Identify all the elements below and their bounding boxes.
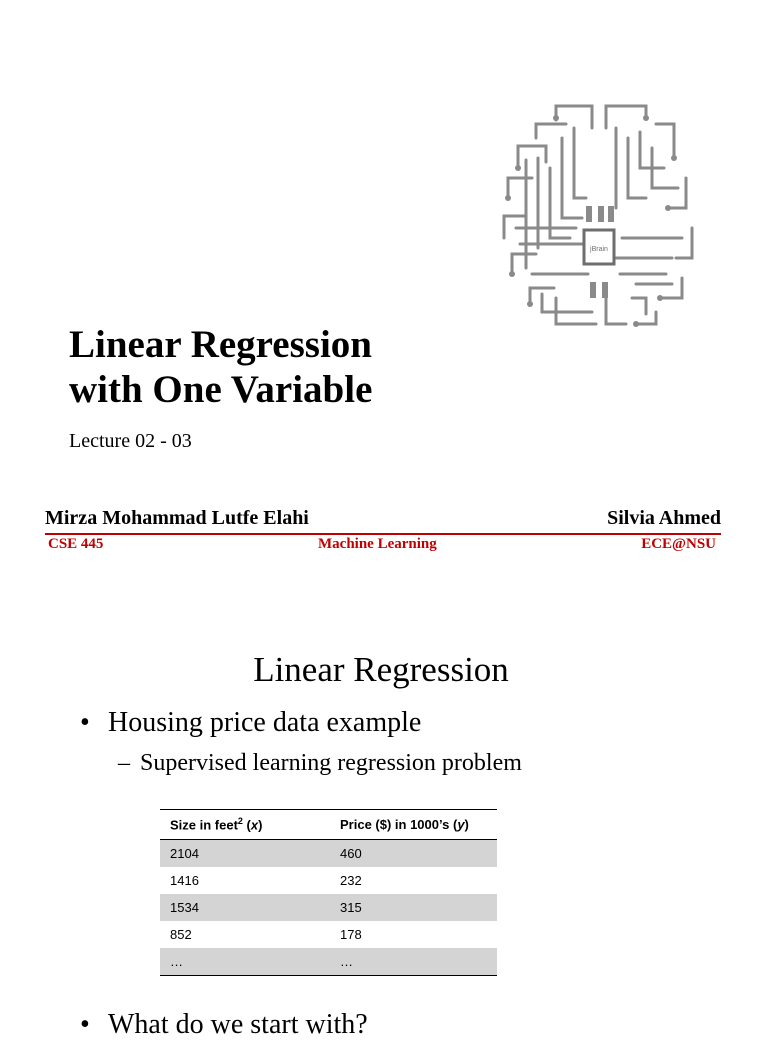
cell-size: 2104: [160, 840, 330, 868]
course-code: CSE 445: [48, 536, 104, 552]
slide-title-line-2: with One Variable: [69, 368, 373, 411]
circuit-brain-logo: [496, 98, 702, 336]
bullet-text: Housing price data example: [108, 707, 422, 738]
cell-price: 315: [330, 894, 497, 921]
table-row: [160, 867, 497, 894]
cell-price: 178: [340, 927, 362, 942]
header-price: Price ($) in 1000’s (y): [330, 810, 497, 840]
bullet-text: Supervised learning regression problem: [140, 750, 522, 776]
table-row: [160, 948, 497, 976]
course-name: Machine Learning: [318, 536, 437, 552]
housing-data-table: [160, 809, 497, 976]
table-row: [160, 921, 497, 948]
bullet-level-1-partial: [80, 1008, 368, 1042]
footer-divider: [45, 533, 721, 535]
bullet-dot: •: [80, 707, 90, 738]
content-slide: [0, 590, 768, 1040]
authors-row: [45, 504, 721, 532]
slide-title: [69, 322, 372, 412]
header-size: Size in feet$^2$ (x): [160, 810, 330, 840]
bullet-level-1: [80, 706, 421, 740]
bullet-level-2: [118, 748, 522, 778]
table-row: [160, 894, 497, 921]
slide-heading: Linear Regression: [253, 650, 509, 689]
cell-price: 232: [340, 873, 362, 888]
cell-size: 852: [170, 927, 192, 942]
department: ECE@NSU: [641, 536, 716, 552]
table-header-row: [160, 810, 497, 840]
slide-title-line-1: Linear Regression: [69, 323, 372, 366]
bullet-text: What do we start with?: [108, 1009, 368, 1040]
cell-price: 460: [330, 840, 497, 868]
bullet-dot: •: [80, 1009, 90, 1040]
table-row: [160, 840, 497, 868]
cell-size: …: [160, 948, 330, 976]
cell-price: …: [330, 948, 497, 976]
cell-size: 1416: [170, 873, 199, 888]
bullet-dash: –: [118, 750, 130, 776]
course-footer: [48, 536, 716, 556]
author-right: Silvia Ahmed: [607, 506, 721, 529]
author-left: Mirza Mohammad Lutfe Elahi: [45, 506, 309, 529]
cell-size: 1534: [160, 894, 330, 921]
svg-text:jBrain: jBrain: [590, 246, 608, 253]
lecture-number: Lecture 02 - 03: [69, 430, 192, 452]
